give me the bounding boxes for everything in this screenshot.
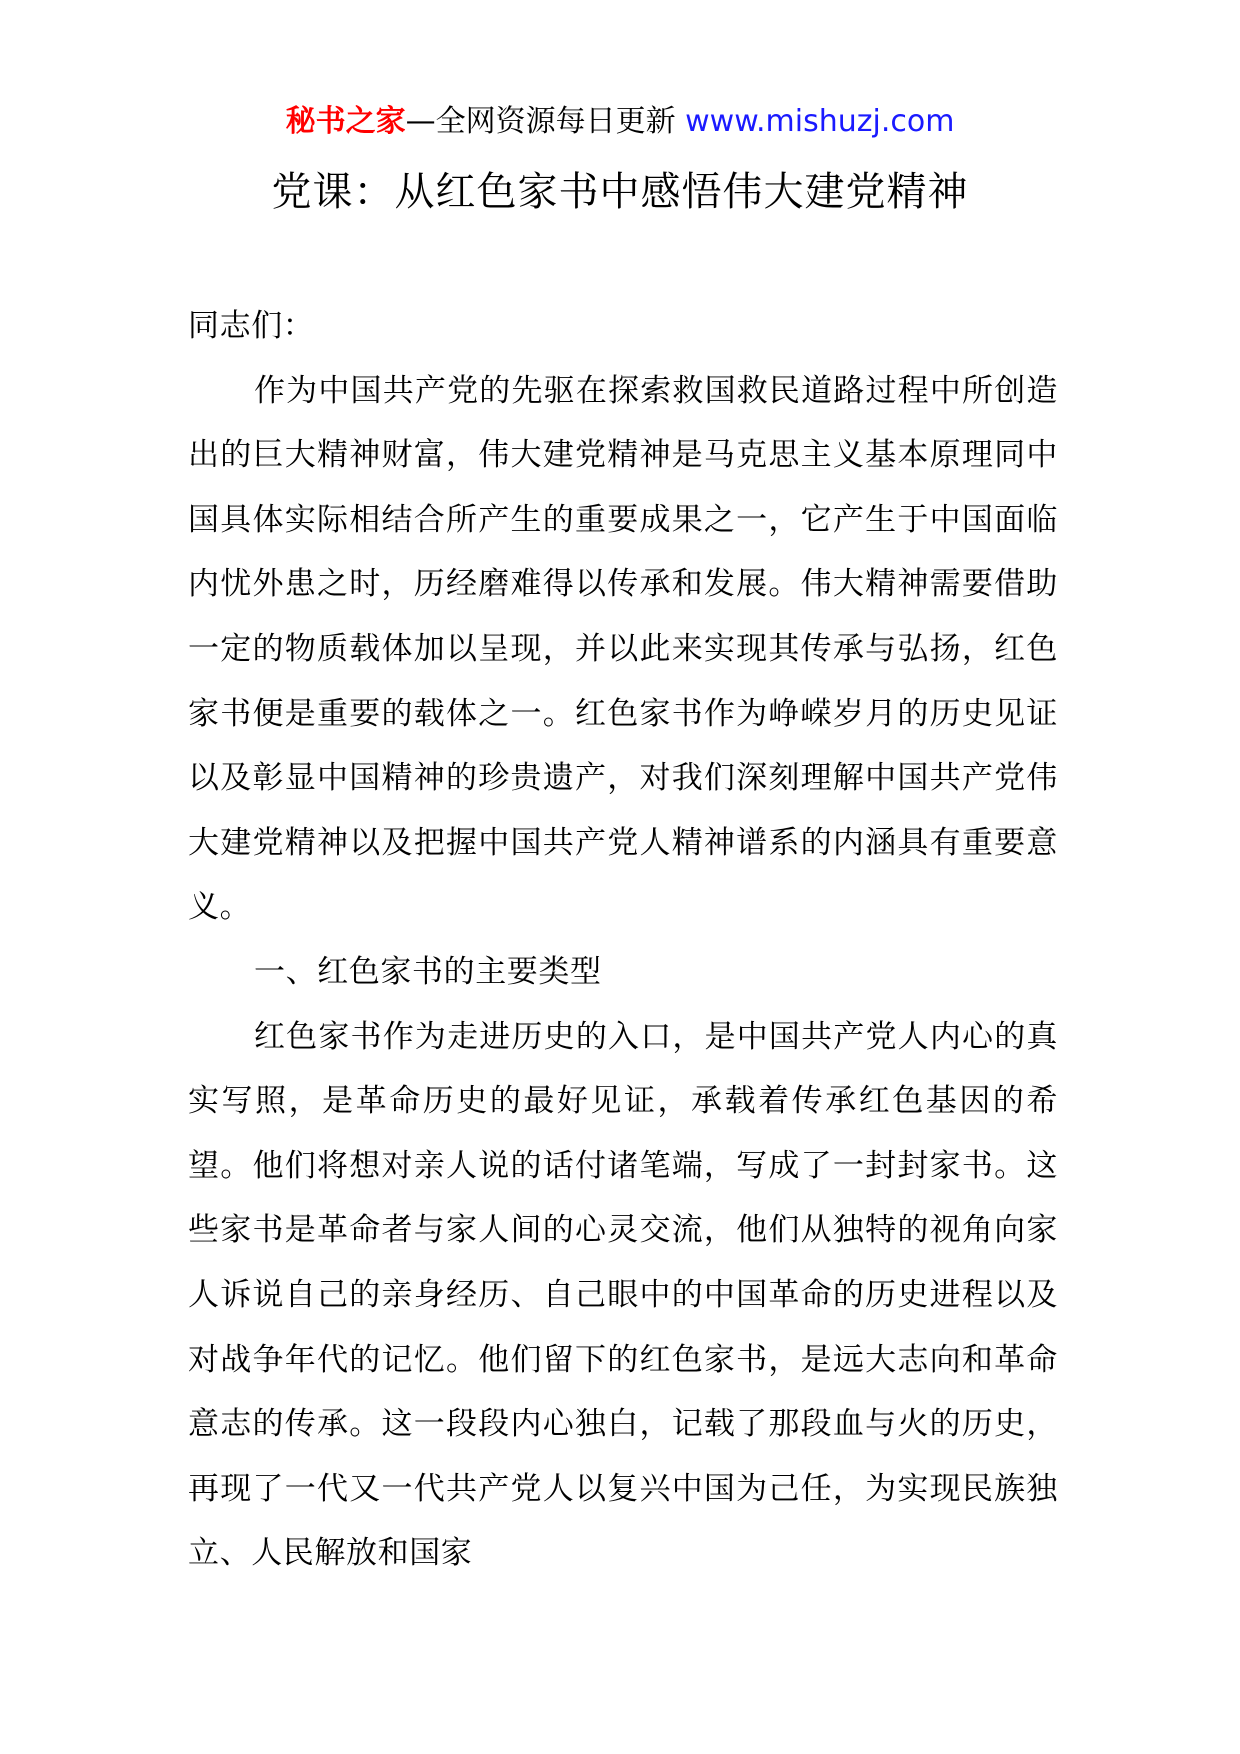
page-title: 党课：从红色家书中感悟伟大建党精神 xyxy=(271,169,969,215)
site-url[interactable]: www.mishuzj.com xyxy=(685,104,955,139)
document-body xyxy=(188,294,1058,1586)
section-heading: 一、红色家书的主要类型 xyxy=(254,953,602,990)
paragraph: 作为中国共产党的先驱在探索救国救民道路过程中所创造出的巨大精神财富，伟大建党精神是马克思主义基本原理同中国具体实际相结合所产生的重要成果之一，它产生于中国面临内忧外患之时，历经磨难得以传承和发展。伟大精神需要借助一定的物质载体加以呈现，并以此来实现其传承与弘扬，红色家书便是重要的载体之一。红色家书作为峥嵘岁月的历史见证以及彰显中国精神的珍贵遗产，对我们深刻理解中国共产党伟大建党精神以及把握中国共产党人精神谱系的内涵具有重要意义。 xyxy=(188,372,1058,926)
salutation: 同志们： xyxy=(188,308,315,344)
site-header xyxy=(0,100,1240,144)
brand-name: 秘书之家 xyxy=(285,104,406,139)
header-tagline: —全网资源每日更新 xyxy=(405,104,686,139)
paragraph: 红色家书作为走进历史的入口，是中国共产党人内心的真实写照，是革命历史的最好见证，承载着传承红色基因的希望。他们将想对亲人说的话付诸笔端，写成了一封封家书。这些家书是革命者与家人间的心灵交流，他们从独特的视角向家人诉说自己的亲身经历、自己眼中的中国革命的历史进程以及对战争年代的记忆。他们留下的红色家书，是远大志向和革命意志的传承。这一段段内心独白，记载了那段血与火的历史，再现了一代又一代共产党人以复兴中国为己任，为实现民族独立、人民解放和国家 xyxy=(188,1018,1058,1572)
